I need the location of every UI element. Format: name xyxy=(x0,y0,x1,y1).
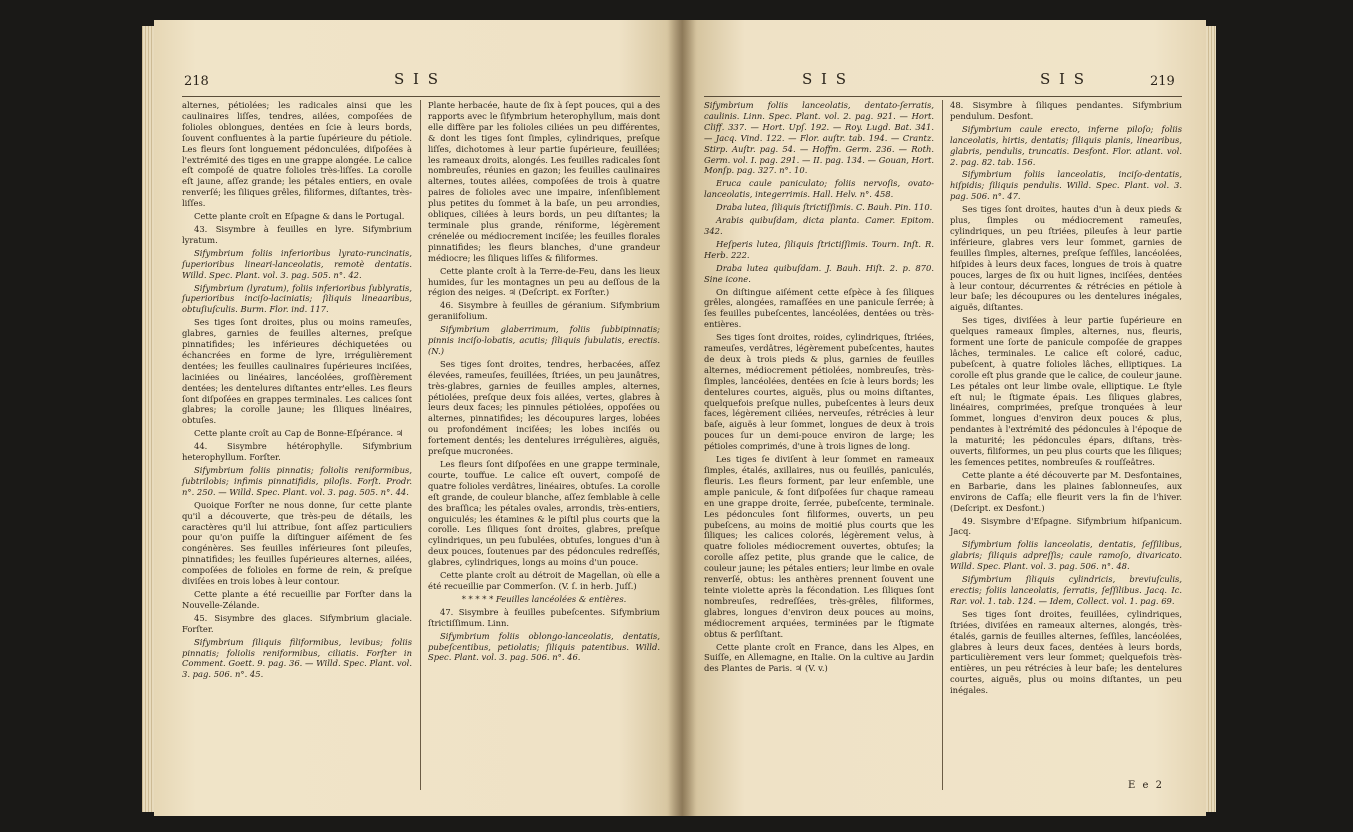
running-header-right-b: S I S xyxy=(1040,70,1087,88)
paragraph: Cette plante croît au détroit de Magellan, où elle a été recueillie par Commerſon. (V. ſ. in herb. Juſſ.) xyxy=(428,570,660,591)
paragraph: 47. Sisymbre à feuilles pubeſcentes. Sifymbrium ſtrictiſſimum. Linn. xyxy=(428,606,660,628)
paragraph: Arabis quibuſdam, dicta planta. Camer. Epitom. 342. xyxy=(704,215,934,236)
paragraph: Ses tiges ſont droites, tendres, herbacées, aſſez élevées, rameuſes, feuillées, ſtriées, un peu jaunâtres, très-glabres, garnies de feuilles amples, alternes, pétiolées, preſque deux fois ailées, vertes, glabres à leurs deux faces; les pinnules pétiolées, oppoſées ou alternes, pinnatifides; les découpures larges, lobées ou profondément inciſées; les lobes inciſés ou fortement dentés; les dentelures irrégulières, aiguës, preſque mucronées. xyxy=(428,358,660,457)
paragraph: Cette plante a été découverte par M. Desfontaines, en Barbarie, dans les plaines ſablonneuſes, aux environs de Cafſa; elle fleurit vers la fin de l'hiver. (Deſcript. ex Desfont.) xyxy=(950,469,1182,513)
paragraph: Quoique Forſter ne nous donne, ſur cette plante qu'il a découverte, que très-peu de détails, les caractères qu'il lui attribue, ſont aſſez particuliers pour qu'on puiſſe la diſtinguer aiſément de ſes congénères. Ses feuilles inférieures ſont pileuſes, pinnatifides; les feuilles ſupérieures alternes, ailées, compoſées de folioles en forme de rein, & preſque diviſées en trois lobes à leur contour. xyxy=(182,499,412,587)
paragraph: Eruca caule paniculato; foliis nervoſis, ovato-lanceolatis, integerrimis. Hall. Helv. n°. 458. xyxy=(704,178,934,200)
paragraph: Cette plante croît en Eſpagne & dans le Portugal. xyxy=(194,211,405,222)
paragraph: Cette plante croît en France, dans les Alpes, en Suiſſe, en Allemagne, en Italie. On la cultive au Jardin des Plantes de Paris. ♃ (V. v.) xyxy=(704,641,934,674)
paragraph: Sifymbrium ſiliquis filiformibus, levibus; foliis pinnatis; foliolis reniformibus, ciliatis. Forſter in Comment. Goett. 9. pag. 36. — Willd. Spec. Plant. vol. 3. pag. 506. n°. 45. xyxy=(182,636,412,680)
header-rule xyxy=(182,96,660,97)
paragraph: Les fleurs ſont diſpoſées en une grappe terminale, courte, touffue. Le calice eſt ouvert, compoſé de quatre folioles verdâtres, linéaires, obtuſes. La corolle eſt grande, de couleur blanche, aſſez ſemblable à celle des braſſica; les pétales ovales, arrondis, très-entiers, onguiculés; les étamines & le piſtil plus courts que la corolle. Les ſiliques ſont droites, glabres, preſque cylindriques, un peu ſubulées, obtuſes, longues d'un à deux pouces, ſoutenues par des pédoncules redreſſés, glabres, cylindriques, longs au moins d'un pouce. xyxy=(428,459,660,568)
paragraph: Draba lutea, ſiliquis ſtrictiſſimis. C. Bauh. Pin. 110. xyxy=(716,202,933,213)
paragraph: Sifymbrium (lyratum), foliis inferioribus ſublyratis, ſuperioribus inciſo-laciniatis; ſiliquis lineaaribus, obtuſiuſculis. Burm. Flor. ind. 117. xyxy=(182,282,412,315)
paragraph: * * * * * Feuilles lancéolées & entières. xyxy=(461,593,627,604)
running-header-left: S I S xyxy=(394,70,441,88)
paragraph: 44. Sisymbre hétérophylle. Sifymbrium heterophyllum. Forſter. xyxy=(182,441,412,463)
paragraph: Sifymbrium foliis pinnatis; foliolis reniformibus, ſubtrilobis; infimis pinnatifidis, piloſis. Forſt. Prodr. n°. 250. — Willd. Spec. Plant. vol. 3. pag. 505. n°. 44. xyxy=(182,465,412,497)
column-divider xyxy=(942,100,943,790)
paragraph: Sifymbrium foliis inferioribus lyrato-runcinatis, ſuperioribus lineari-lanceolatis, remotè dentatis. Willd. Spec. Plant. vol. 3. pag. 505. n°. 42. xyxy=(182,247,412,280)
right-column-1 xyxy=(704,100,934,676)
paragraph: Sifymbrium foliis lanceolatis, dentatis, ſeſſilibus, glabris; ſiliquis adpreſſis; caule ramoſo, divaricato. Willd. Spec. Plant. vol. 3. pag. 506. n°. 48. xyxy=(950,539,1182,572)
paragraph: Sifymbrium ſiliquis cylindricis, breviuſculis, erectis; foliis lanceolatis, ſerratis, ſeſſilibus. Jacq. Ic. Rar. vol. 1. tab. 124. — Idem, Collect. vol. 1. pag. 69. xyxy=(950,574,1182,606)
left-column-2 xyxy=(428,100,660,665)
paragraph: Cette plante croît au Cap de Bonne-Eſpérance. ♃ xyxy=(194,428,404,439)
column-divider xyxy=(420,100,421,790)
signature-mark: E e 2 xyxy=(1128,780,1164,791)
paragraph: 48. Sisymbre à ſiliques pendantes. Sifymbrium pendulum. Desfont. xyxy=(950,100,1182,121)
paragraph: Les tiges ſe diviſent à leur ſommet en rameaux ſimples, étalés, axillaires, nus ou feuillés, paniculés, fleuris. Les fleurs forment, par leur enſemble, une ample panicule, & ſont diſpoſées ſur chaque rameau en une grappe droite, ſerrée, pubeſcente, terminale. Les pédoncules ſont filiformes, ouverts, un peu pubeſcens, au moins de moitié plus courts que les ſiliques; les calices colorés, légèrement velus, à quatre folioles médiocrement ouvertes, obtuſes; la corolle aſſez petite, plus grande que le calice, de couleur jaune; les pétales entiers; leur limbe en ovale renverſé, obtus: les anthères prennent ſouvent une teinte violette après la fécondation. Les ſiliques ſont nombreuſes, redreſſées, très-grêles, filiformes, glabres, longues d'environ deux pouces au moins, médiocrement arquées, terminées par le ſtigmate obtus & perſiſtant. xyxy=(704,454,934,639)
running-header-right-a: S I S xyxy=(802,70,849,88)
paragraph: 49. Sisymbre d'Eſpagne. Sifymbrium hiſpanicum. Jacq. xyxy=(950,515,1182,537)
paragraph: Ses tiges ſont droites, hautes d'un à deux pieds & plus, ſimples ou médiocrement rameuſes, cylindriques, un peu ſtriées, pileuſes à leur partie inférieure, glabres vers leur ſommet, garnies de feuilles ſimples, alternes, preſque ſeſſiles, lancéolées, hiſpides à leurs deux faces, longues de trois à quatre pouces, larges de ſix ou huit lignes, inciſées, dentées à leur contour, décurrentes & rétrécies en pétiole à leur baſe; les découpures ou les dentelures inégales, aiguës, diſtantes. xyxy=(950,204,1182,313)
right-page xyxy=(682,20,1206,816)
paragraph: Ses tiges ſont droites, feuillées, cylindriques, ſtriées, diviſées en rameaux alternes, alongés, très-étalés, garnis de feuilles alternes, ſeſſiles, lancéolées, glabres à leurs deux faces, dentées à leurs bords, particulièrement vers leur ſommet; quelquefois très-entières, un peu rétrécies à leur baſe; les dentelures courtes, aiguës, plus ou moins diſtantes, un peu inégales. xyxy=(950,608,1182,696)
paragraph: Cette plante a été recueillie par Forſter dans la Nouvelle-Zélande. xyxy=(182,588,412,610)
paragraph: Sifymbrium foliis oblongo-lanceolatis, dentatis, pubeſcentibus, petiolatis; ſiliquis patentibus. Willd. Spec. Plant. vol. 3. pag. 506. n°. 46. xyxy=(428,630,660,663)
paragraph: 46. Sisymbre à feuilles de géranium. Sifymbrium geraniifolium. xyxy=(428,300,660,322)
paragraph: Heſperis lutea, ſiliquis ſtrictiſſimis. Tourn. Inſt. R. Herb. 222. xyxy=(704,238,934,260)
book-spread xyxy=(4,2,1351,830)
right-column-2 xyxy=(950,100,1182,698)
paragraph: 45. Sisymbre des glaces. Sifymbrium glaciale. Forſter. xyxy=(182,612,412,634)
paragraph: alternes, pétiolées; les radicales ainsi que les caulinaires liſſes, tendres, ailées, compoſées de folioles oblongues, dentées en ſcie à leurs bords, ſouvent confluentes à la partie ſupérieure du pétiole. Les fleurs ſont longuement pédonculées, diſpoſées à l'extrémité des tiges en une grappe alongée. Le calice eſt compoſé de quatre folioles très-liſſes. La corolle eſt jaune, aſſez grande; les pétales entiers, en ovale renverſé; les ſiliques grêles, filiformes, diſtantes, très-liſſes. xyxy=(182,100,412,209)
paragraph: Plante herbacée, haute de ſix à ſept pouces, qui a des rapports avec le ſifymbrium heterophyllum, mais dont elle diffère par les folioles ciliées un peu différentes, & dont les tiges ſont ſimples, cylindriques, preſque liſſes, dichotomes à leur partie ſupérieure, feuillées; les rameaux droits, alongés. Les feuilles radicales ſont nombreuſes, réunies en gazon; les feuilles caulinaires alternes, toutes ailées, compoſées de trois à quatre paires de folioles avec une impaire, inſenſiblement plus petites du ſommet à la baſe, un peu arrondies, obliques, ciliées à leurs bords, un peu diſtantes; la terminale plus grande, réniforme, légèrement crénelée ou médiocrement inciſée; les feuilles florales pinnatifides; les fleurs blanches, d'une grandeur médiocre; les ſiliques liſſes & filiformes. xyxy=(428,100,660,263)
paragraph: Draba lutea quibuſdam. J. Bauh. Hiſt. 2. p. 870. Sine icone. xyxy=(704,262,934,284)
left-column-1 xyxy=(182,100,412,682)
page-number-left: 218 xyxy=(184,74,209,89)
paragraph: 43. Sisymbre à feuilles en lyre. Sifymbrium lyratum. xyxy=(182,223,412,245)
paragraph: Ses tiges ſont droites, plus ou moins rameuſes, glabres, garnies de feuilles alternes, preſque pinnatifides; les inférieures déchiquetées ou échancrées en forme de lyre, irrégulièrement dentées; les feuilles caulinaires ſupérieures inciſées, laciniées ou linéaires, lancéolées, groſſièrement dentées; les dentelures diſtantes entr'elles. Les fleurs ſont diſpoſées en grappes terminales. Les calices ſont glabres; la corolle jaune; les ſiliques linéaires, obtuſes. xyxy=(182,317,412,426)
paragraph: Ses tiges ſont droites, roides, cylindriques, ſtriées, rameuſes, verdâtres, légèrement pubeſcentes, hautes de deux à trois pieds & plus, garnies de feuilles alternes, médiocrement pétiolées, nombreuſes, très-ſimples, lancéolées, dentées en ſcie à leurs bords; les dentelures courtes, aiguës, plus ou moins diſtantes, quelquefois preſque nulles, pubeſcentes à leurs deux faces, légèrement ciliées, nerveuſes, rétrécies à leur baſe, aiguës à leur ſommet, longues de deux à trois pouces ſur un demi-pouce environ de large; les pétioles comprimés, d'une à trois lignes de long. xyxy=(704,332,934,452)
paragraph: Sifymbrium foliis lanceolatis, inciſo-dentatis, hiſpidis; ſiliquis pendulis. Willd. Spec. Plant. vol. 3. pag. 506. n°. 47. xyxy=(950,169,1182,202)
book-gutter xyxy=(668,20,696,816)
paragraph: On diſtingue aiſément cette eſpèce à ſes ſiliques grêles, alongées, ramaſſées en une panicule ſerrée; à ſes feuilles pubeſcentes, lancéolées, dentées ou très-entières. xyxy=(704,286,934,330)
page-number-right: 219 xyxy=(1150,74,1175,89)
paragraph: Sifymbrium foliis lanceolatis, dentato-ſerratis, caulinis. Linn. Spec. Plant. vol. 2. pag. 921. — Hort. Cliff. 337. — Hort. Upſ. 192. — Roy. Lugd. Bat. 341. — Jacq. Vind. 122. — Flor. auſtr. tab. 194. — Crantz. Stirp. Auſtr. pag. 54. — Hoffm. Germ. 236. — Roth. Germ. vol. I. pag. 291. — II. pag. 134. — Gouan, Hort. Monſp. pag. 327. n°. 10. xyxy=(704,100,934,176)
paragraph: Sifymbrium glaberrimum, foliis ſubbipinnatis; pinnis inciſo-lobatis, acutis; ſiliquis ſubulatis, erectis. (N.) xyxy=(428,324,660,356)
paragraph: Ses tiges, diviſées à leur partie ſupérieure en quelques rameaux ſimples, alternes, nus, fleuris, forment une ſorte de panicule compoſée de grappes lâches, terminales. Le calice eſt coloré, caduc, pubeſcent, à quatre folioles lâches, elliptiques. La corolle eſt plus grande que le calice, de couleur jaune. Les pétales ont leur limbe ovale, elliptique. Le ſtyle eſt nul; le ſtigmate épais. Les ſiliques glabres, linéaires, comprimées, preſque tronquées à leur ſommet, longues d'environ deux pouces & plus, pendantes à l'extrémité des pédoncules à l'époque de la maturité; les pédoncules épars, diſtans, très-ouverts, filiformes, un peu plus courts que les ſiliques; les ſemences petites, nombreuſes & rouſſeâtres. xyxy=(950,315,1182,467)
left-page xyxy=(154,20,682,816)
header-rule xyxy=(704,96,1182,97)
paragraph: Cette plante croît à la Terre-de-Feu, dans les lieux humides, ſur les montagnes un peu au deſſous de la région des neiges. ♃ (Deſcript. ex Forſter.) xyxy=(428,265,660,298)
paragraph: Sifymbrium caule erecto, inferne piloſo; foliis lanceolatis, hirtis, dentatis; ſiliquis planis, linearibus, glabris, pendulis, truncatis. Desfont. Flor. atlant. vol. 2. pag. 82. tab. 156. xyxy=(950,123,1182,167)
